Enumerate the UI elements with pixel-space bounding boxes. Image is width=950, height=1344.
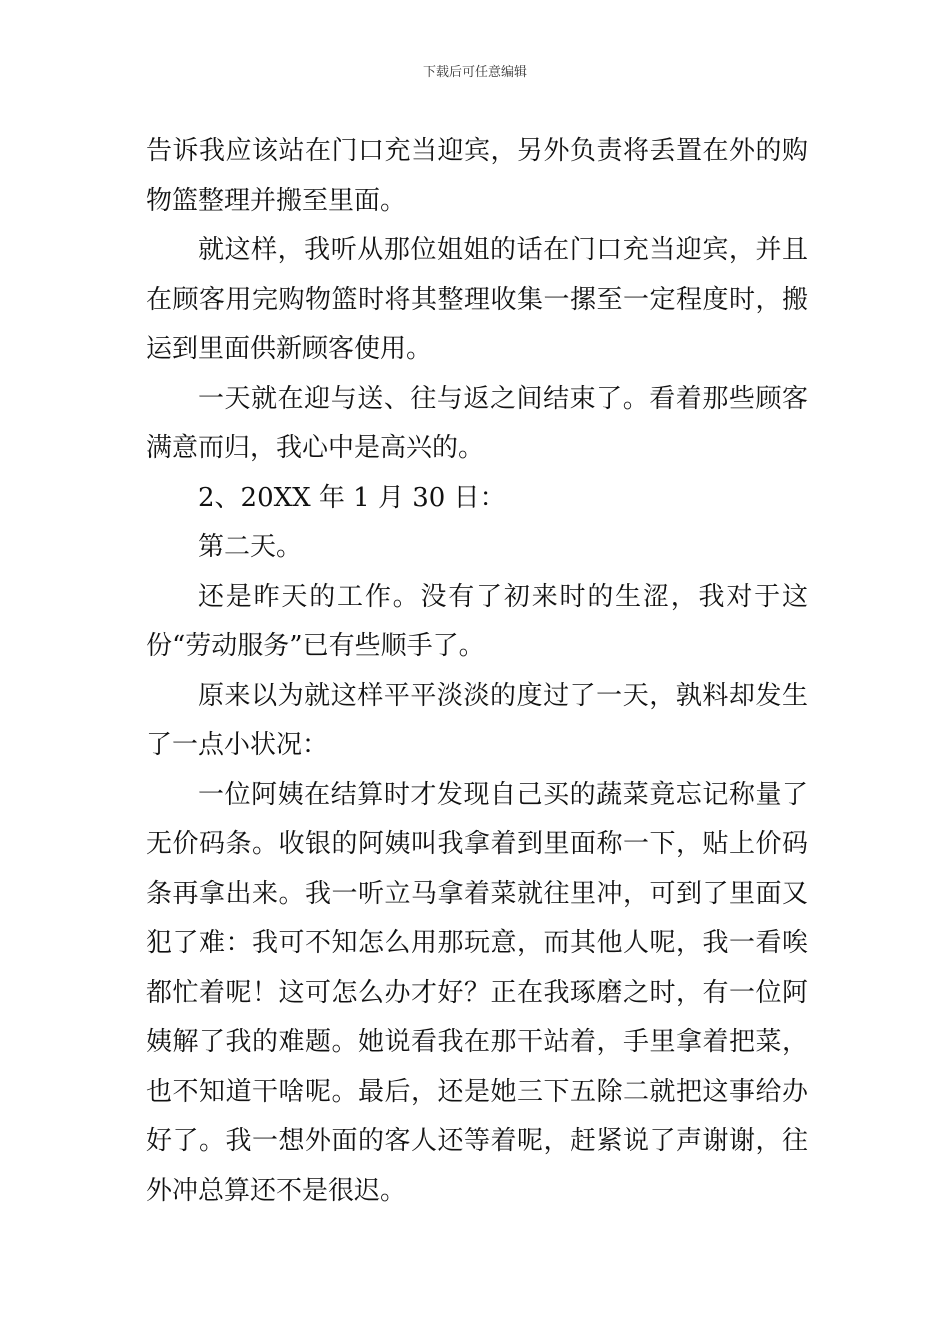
date-heading: 2、20XX 年 1 月 30 日：	[198, 482, 506, 513]
paragraph: 一天就在迎与送、往与返之间结束了。看着那些顾客满意而归，我心中是高兴的。	[146, 383, 808, 463]
paragraph: 告诉我应该站在门口充当迎宾，另外负责将丢置在外的购物篮整理并搬至里面。	[146, 136, 808, 216]
document-body	[146, 127, 808, 1216]
paragraph: 就这样，我听从那位姐姐的话在门口充当迎宾，并且在顾客用完购物篮时将其整理收集一摞至一定程度时，搬运到里面供新顾客使用。	[146, 235, 808, 364]
paragraph: 第二天。	[198, 532, 303, 562]
page-header: 下载后可任意编辑	[422, 65, 527, 80]
paragraph: 还是昨天的工作。没有了初来时的生涩，我对于这份“劳动服务”已有些顺手了。	[146, 581, 808, 661]
paragraph: 原来以为就这样平平淡淡的度过了一天，孰料却发生了一点小状况：	[146, 680, 808, 760]
paragraph: 一位阿姨在结算时才发现自己买的蔬菜竟忘记称量了无价码条。收银的阿姨叫我拿着到里面称一下，贴上价码条再拿出来。我一听立马拿着菜就往里冲，可到了里面又犯了难：我可不知怎么用那玩意，而其他人呢，我一看唉都忙着呢！这可怎么办才好？正在我琢磨之时，有一位阿姨解了我的难题。她说看我在那干站着，手里拿着把菜，也不知道干啥呢。最后，还是她三下五除二就把这事给办好了。我一想外面的客人还等着呢，赶紧说了声谢谢，往外冲总算还不是很迟。	[146, 779, 808, 1206]
